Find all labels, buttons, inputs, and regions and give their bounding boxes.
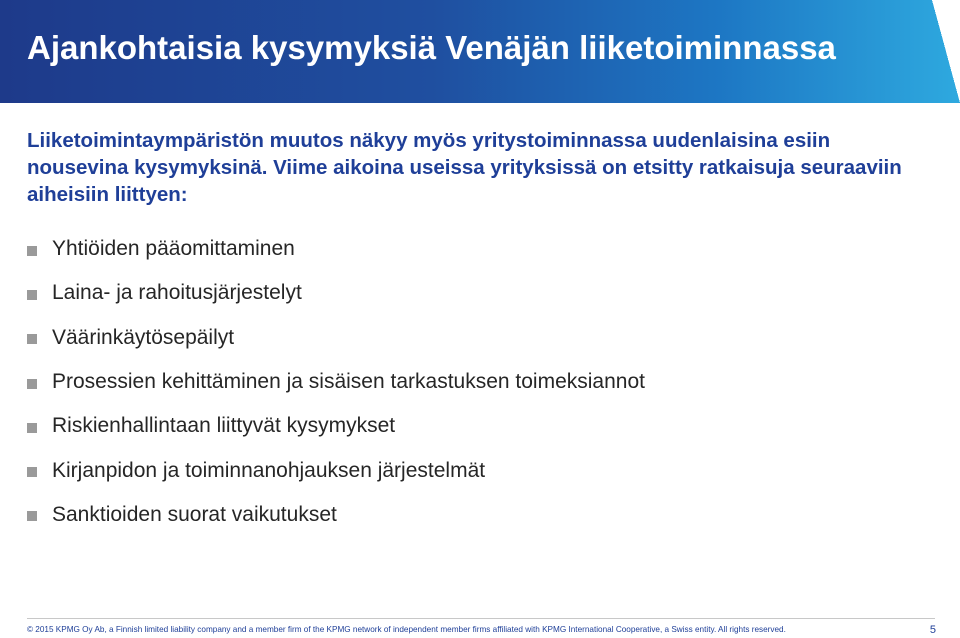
title-banner [0, 0, 960, 103]
bullet-text: Sanktioiden suorat vaikutukset [52, 502, 337, 526]
slide-title: Ajankohtaisia kysymyksiä Venäjän liiketoiminnassa [27, 29, 836, 66]
bullet-text: Laina- ja rahoitusjärjestelyt [52, 281, 302, 305]
square-bullet-icon [27, 246, 37, 256]
square-bullet-icon [27, 467, 37, 477]
bullet-item [27, 448, 645, 492]
banner-corner-cut [932, 0, 960, 103]
bullet-item [27, 493, 645, 537]
square-bullet-icon [27, 511, 37, 521]
bullet-text: Kirjanpidon ja toiminnanohjauksen järjestelmät [52, 458, 486, 482]
bullet-list [27, 227, 645, 537]
footer-copyright: © 2015 KPMG Oy Ab, a Finnish limited liability company and a member firm of the KPMG network of independent member firms affiliated with KPMG International Cooperative, a Swiss entity. All rights reserved. [27, 625, 786, 634]
bullet-text: Prosessien kehittäminen ja sisäisen tarkastuksen toimeksiannot [52, 370, 645, 394]
footer-divider [27, 618, 935, 619]
bullet-item [27, 360, 645, 404]
intro-paragraph: Liiketoimintaympäristön muutos näkyy myös yritystoiminnassa uudenlaisina esiin nousevina kysymyksinä. Viime aikoina useissa yrityksissä on etsitty ratkaisuja seuraaviin aiheisiin liittyen: [27, 129, 902, 206]
square-bullet-icon [27, 423, 37, 433]
bullet-text: Väärinkäytösepäilyt [52, 325, 235, 349]
bullet-item [27, 271, 645, 315]
page-number: 5 [929, 624, 936, 636]
bullet-item [27, 404, 645, 448]
square-bullet-icon [27, 379, 37, 389]
square-bullet-icon [27, 290, 37, 300]
bullet-text: Yhtiöiden pääomittaminen [52, 237, 295, 261]
square-bullet-icon [27, 334, 37, 344]
bullet-text: Riskienhallintaan liittyvät kysymykset [52, 414, 396, 438]
bullet-item [27, 227, 645, 271]
bullet-item [27, 316, 645, 360]
